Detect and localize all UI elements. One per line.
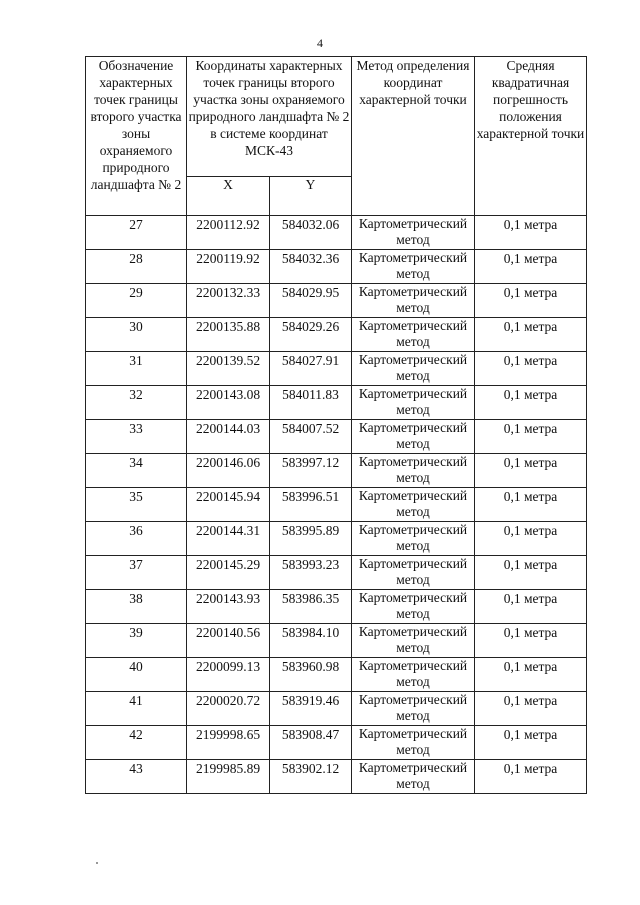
error-cell: 0,1 метра [475,386,587,420]
table-row [86,352,587,386]
x-coordinate-cell: 2200119.92 [187,250,270,284]
x-coordinate-cell: 2200135.88 [187,318,270,352]
method-cell: Картометрический метод [352,726,475,760]
error-cell: 0,1 метра [475,318,587,352]
table-row [86,590,587,624]
method-cell: Картометрический метод [352,522,475,556]
table-row [86,284,587,318]
error-cell: 0,1 метра [475,352,587,386]
x-coordinate-cell: 2200099.13 [187,658,270,692]
x-coordinate-cell: 2200112.92 [187,216,270,250]
error-cell: 0,1 метра [475,692,587,726]
error-cell: 0,1 метра [475,556,587,590]
method-cell: Картометрический метод [352,624,475,658]
error-cell: 0,1 метра [475,522,587,556]
x-coordinate-cell: 2200140.56 [187,624,270,658]
point-cell: 28 [86,250,187,284]
point-cell: 37 [86,556,187,590]
method-cell: Картометрический метод [352,386,475,420]
error-cell: 0,1 метра [475,454,587,488]
table-row [86,488,587,522]
y-coordinate-cell: 584032.06 [270,216,352,250]
header-point-designation: Обозначение характерных точек границы второго участка зоны охраняемого природного ландшафта № 2 [86,57,187,216]
x-coordinate-cell: 2200132.33 [187,284,270,318]
table-row [86,556,587,590]
y-coordinate-cell: 584032.36 [270,250,352,284]
table-row [86,420,587,454]
y-coordinate-cell: 584027.91 [270,352,352,386]
method-cell: Картометрический метод [352,216,475,250]
y-coordinate-cell: 583986.35 [270,590,352,624]
x-coordinate-cell: 2199985.89 [187,760,270,794]
error-cell: 0,1 метра [475,624,587,658]
point-cell: 27 [86,216,187,250]
method-cell: Картометрический метод [352,352,475,386]
method-cell: Картометрический метод [352,760,475,794]
point-cell: 42 [86,726,187,760]
point-cell: 31 [86,352,187,386]
point-cell: 41 [86,692,187,726]
header-coordinates: Координаты характерных точек границы второго участка зоны охраняемого природного ландшафта № 2 в системе координат МСК-43 [187,57,352,177]
error-cell: 0,1 метра [475,658,587,692]
point-cell: 34 [86,454,187,488]
x-coordinate-cell: 2200146.06 [187,454,270,488]
method-cell: Картометрический метод [352,250,475,284]
table-row [86,318,587,352]
y-coordinate-cell: 583960.98 [270,658,352,692]
page-number: 4 [317,36,323,50]
header-x: X [187,177,270,216]
error-cell: 0,1 метра [475,284,587,318]
point-cell: 40 [86,658,187,692]
header-error: Средняя квадратичная погрешность положения характерной точки [475,57,587,216]
point-cell: 29 [86,284,187,318]
table-row [86,658,587,692]
table-row [86,386,587,420]
header-method: Метод определения координат характерной точки [352,57,475,216]
point-cell: 43 [86,760,187,794]
stray-mark [96,862,98,864]
y-coordinate-cell: 584011.83 [270,386,352,420]
header-y: Y [270,177,352,216]
x-coordinate-cell: 2200020.72 [187,692,270,726]
y-coordinate-cell: 583908.47 [270,726,352,760]
error-cell: 0,1 метра [475,216,587,250]
point-cell: 32 [86,386,187,420]
x-coordinate-cell: 2200143.93 [187,590,270,624]
method-cell: Картометрический метод [352,318,475,352]
coordinates-table [85,56,587,794]
error-cell: 0,1 метра [475,250,587,284]
y-coordinate-cell: 583997.12 [270,454,352,488]
x-coordinate-cell: 2200143.08 [187,386,270,420]
point-cell: 35 [86,488,187,522]
y-coordinate-cell: 583995.89 [270,522,352,556]
x-coordinate-cell: 2200139.52 [187,352,270,386]
table-row [86,454,587,488]
point-cell: 36 [86,522,187,556]
method-cell: Картометрический метод [352,454,475,488]
error-cell: 0,1 метра [475,420,587,454]
table-row [86,216,587,250]
point-cell: 39 [86,624,187,658]
method-cell: Картометрический метод [352,284,475,318]
method-cell: Картометрический метод [352,420,475,454]
table-row [86,692,587,726]
x-coordinate-cell: 2200145.94 [187,488,270,522]
method-cell: Картометрический метод [352,556,475,590]
x-coordinate-cell: 2199998.65 [187,726,270,760]
method-cell: Картометрический метод [352,488,475,522]
point-cell: 30 [86,318,187,352]
x-coordinate-cell: 2200145.29 [187,556,270,590]
error-cell: 0,1 метра [475,590,587,624]
method-cell: Картометрический метод [352,692,475,726]
table-row [86,624,587,658]
y-coordinate-cell: 583996.51 [270,488,352,522]
table-row [86,760,587,794]
y-coordinate-cell: 583993.23 [270,556,352,590]
method-cell: Картометрический метод [352,658,475,692]
point-cell: 33 [86,420,187,454]
x-coordinate-cell: 2200144.03 [187,420,270,454]
y-coordinate-cell: 583984.10 [270,624,352,658]
y-coordinate-cell: 583919.46 [270,692,352,726]
y-coordinate-cell: 584007.52 [270,420,352,454]
x-coordinate-cell: 2200144.31 [187,522,270,556]
method-cell: Картометрический метод [352,590,475,624]
table-row [86,250,587,284]
y-coordinate-cell: 584029.26 [270,318,352,352]
point-cell: 38 [86,590,187,624]
error-cell: 0,1 метра [475,726,587,760]
table-row [86,522,587,556]
y-coordinate-cell: 584029.95 [270,284,352,318]
error-cell: 0,1 метра [475,760,587,794]
y-coordinate-cell: 583902.12 [270,760,352,794]
table-header [86,57,587,216]
error-cell: 0,1 метра [475,488,587,522]
table-body [86,216,587,794]
table-row [86,726,587,760]
